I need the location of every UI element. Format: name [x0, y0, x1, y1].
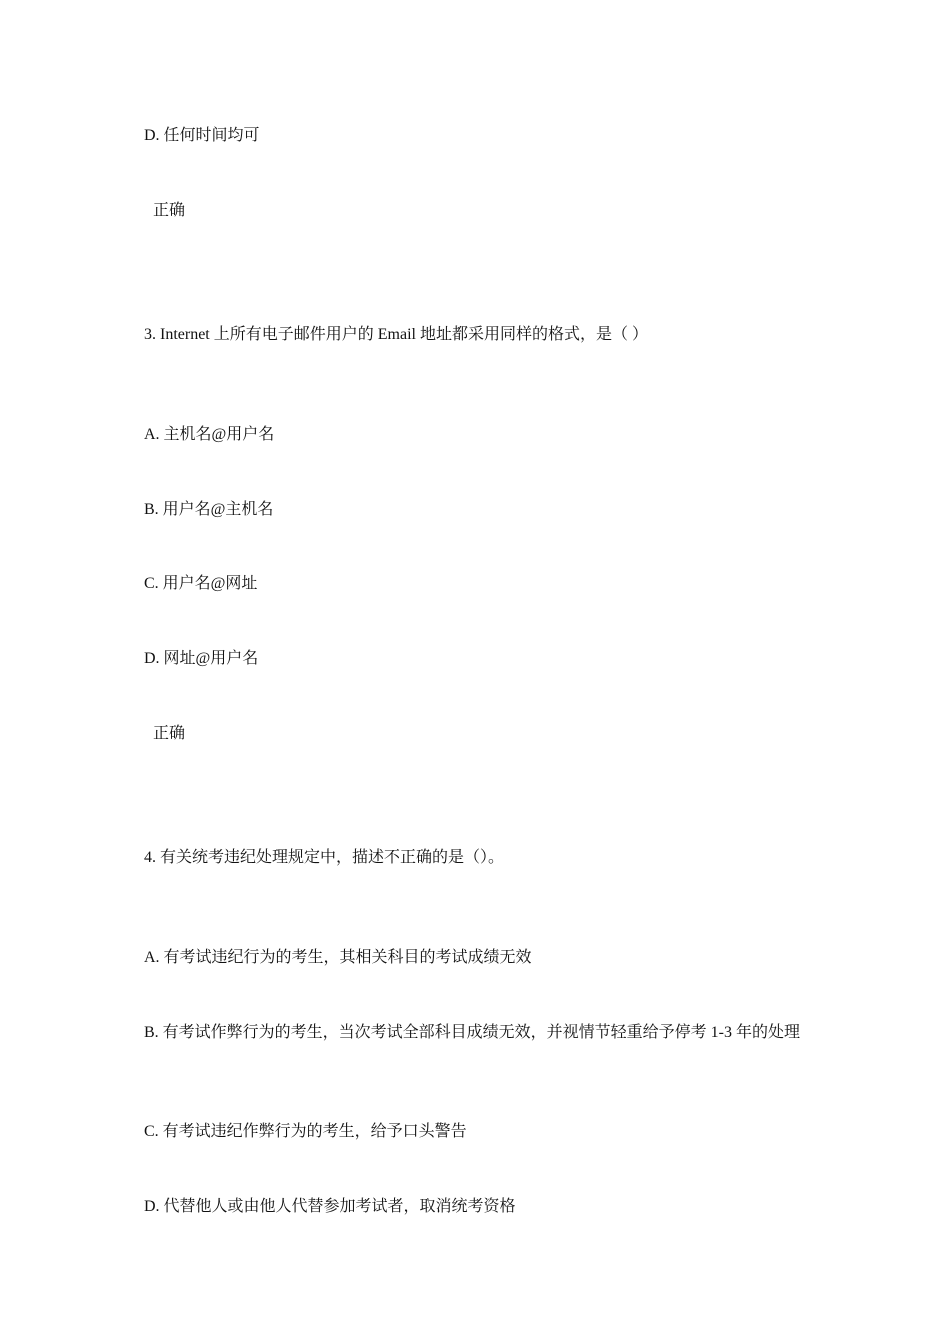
q4-question: 4. 有关统考违纪处理规定中，描述不正确的是（）。 — [144, 849, 505, 866]
q2-result: 正确 — [153, 202, 186, 219]
q4-option-d: D. 代替他人或由他人代替参加考试者，取消统考资格 — [144, 1198, 516, 1215]
q3-option-c: C. 用户名@网址 — [144, 575, 258, 592]
q3-result: 正确 — [153, 725, 186, 742]
q4-option-c: C. 有考试违纪作弊行为的考生，给予口头警告 — [144, 1123, 467, 1140]
q4-option-b: B. 有考试作弊行为的考生，当次考试全部科目成绩无效，并视情节轻重给予停考 1-3 年的处理 — [144, 1024, 801, 1041]
q3-question: 3. Internet 上所有电子邮件用户的 Email 地址都采用同样的格式，是（ ） — [144, 326, 648, 343]
q3-option-d: D. 网址@用户名 — [144, 650, 259, 667]
q3-option-a: A. 主机名@用户名 — [144, 426, 275, 443]
q3-option-b: B. 用户名@主机名 — [144, 501, 274, 518]
q2-option-d: D. 任何时间均可 — [144, 127, 260, 144]
q4-option-a: A. 有考试违纪行为的考生，其相关科目的考试成绩无效 — [144, 949, 532, 966]
